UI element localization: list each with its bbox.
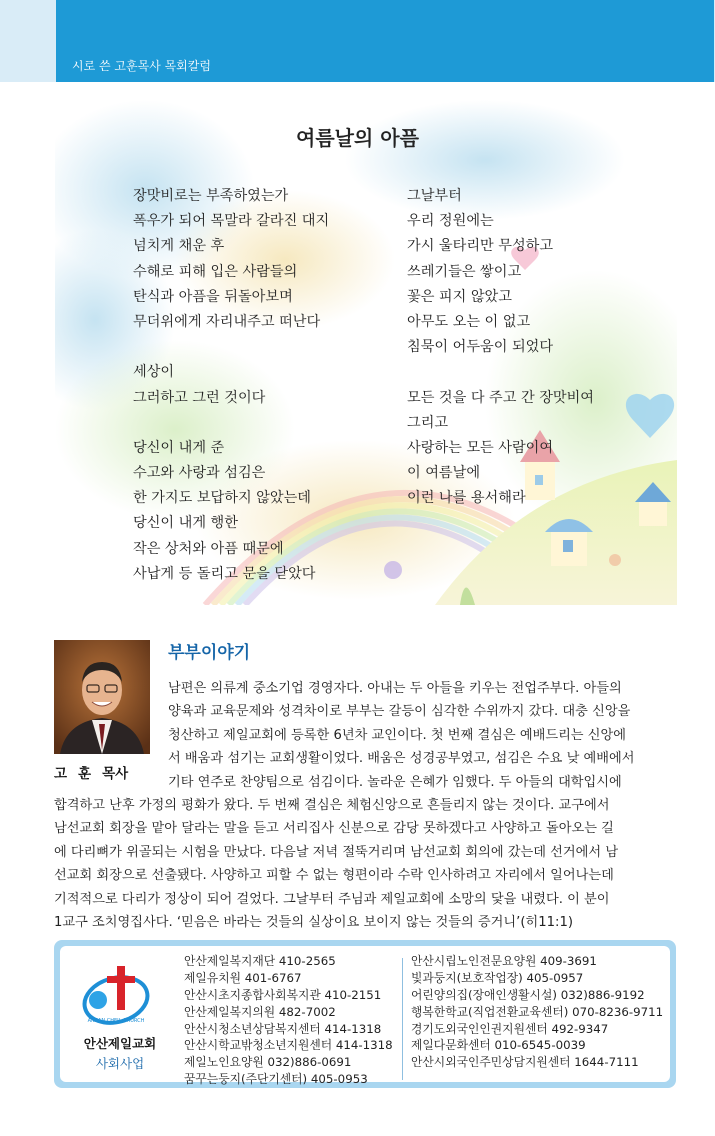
contact-line: 안산제일복지재단 410-2565 (184, 954, 336, 968)
contact-line: 안산시학교밖청소년지원센터 414-1318 (184, 1038, 393, 1053)
poem-title: 여름날의 아픔 (296, 126, 419, 150)
logo-cross-vertical (117, 966, 125, 1010)
poem-line: 그러하고 그런 것이다 (133, 389, 266, 406)
essay-line: 기타 연주로 찬양팀으로 섬김이다. 놀라운 은혜가 임했다. 두 아들의 대학입시에 (168, 774, 622, 790)
house-shape (545, 519, 593, 566)
contact-line: 안산시외국인주민상담지원센터 1644-7111 (411, 1055, 639, 1070)
contact-line: 어린양의집(장애인생활시설) 032)886-9192 (411, 987, 645, 1002)
poem-line (133, 411, 329, 436)
poem-line: 장맛비로는 부족하였는가 (133, 188, 289, 204)
essay-line: 합격하고 난후 가정의 평화가 왔다. 두 번째 결심은 체험신앙으로 흔들리지 않는 것이다. 교구에서 (54, 798, 610, 813)
essay-line: 에 다리뼈가 위골되는 시험을 만났다. 다음날 저녁 절뚝거리며 남선교회 회의에 갔는데 선거에서 남 (54, 844, 619, 860)
essay-line: 선교회 회장으로 선출됐다. 사양하고 피할 수 없는 형편이라 수락 인사하려고 자리에서 일어나는데 (54, 868, 614, 884)
poem-line: 꽃은 피지 않았고 (407, 288, 512, 305)
poem-line: 세상이 (133, 364, 175, 381)
poem-line: 사랑하는 모든 사람이여 (407, 439, 554, 456)
author-title: 목사 (102, 766, 129, 782)
essay-full-width-paragraph (54, 794, 676, 934)
contact-line: 제일다문화센터 010-6545-0039 (411, 1038, 586, 1053)
poem-line: 폭우가 되어 목말라 갈라진 대지 (133, 213, 330, 230)
contact-line: 제일유치원 401-6767 (184, 970, 302, 985)
footer-divider (402, 958, 403, 1080)
poem-line: 탄식과 아픔을 뒤돌아보며 (133, 288, 293, 305)
essay-indented-paragraph (168, 677, 676, 794)
poem-line: 그날부터 (407, 188, 462, 204)
column-label-text: 시로 쓴 고훈목사 목회칼럼 (72, 59, 211, 73)
poem-line: 가시 울타리만 무성하고 (407, 238, 554, 255)
poem-line: 수고와 사랑과 섬김은 (133, 465, 266, 482)
balloon-shape (609, 554, 621, 566)
contact-line: 안산제일복지의원 482-7002 (184, 1004, 336, 1019)
contact-line: 경기도외국인인권지원센터 492-9347 (411, 1021, 609, 1036)
poem-line: 모든 것을 다 주고 간 장맛비여 (407, 389, 595, 406)
essay-line: 남선교회 회장을 맡아 달라는 말을 듣고 서리집사 신분으로 감당 못하겠다고 사양하고 돌아오는 길 (54, 821, 614, 837)
essay-title: 부부이야기 (168, 643, 251, 663)
poem-right-column (407, 184, 594, 511)
column-label (56, 0, 236, 82)
essay-line: 서 배움과 섬기는 교회생활이었다. 배움은 성경공부였고, 섬김은 수요 낮 예배에서 (168, 751, 635, 767)
poem-line: 무더위에게 자리내주고 떠난다 (133, 313, 321, 330)
poem-line: 당신이 내게 행한 (133, 515, 238, 532)
essay-line: 기적적으로 다리가 정상이 되어 걸었다. 그날부터 주님과 제일교회에 소망의 닻을 내렸다. 이 분이 (54, 891, 610, 907)
poem-line (133, 335, 329, 360)
church-social-services: 사회사업 (95, 1056, 145, 1071)
poem-line: 사납게 등 돌리고 문을 닫았다 (133, 565, 316, 582)
poem-line: 우리 정원에는 (407, 213, 494, 230)
contact-line: 행복한학교(직업전환교육센터) 070-8236-9711 (411, 1004, 664, 1019)
essay-line: 양육과 교육문제와 성격차이로 부부는 갈등이 심각한 수위까지 갔다. 대충 신앙을 (168, 704, 631, 720)
author-photo (54, 640, 150, 754)
contact-line: 제일노인요양원 032)886-0691 (184, 1055, 352, 1070)
essay-line: 남편은 의류계 중소기업 경영자다. 아내는 두 아들을 키우는 전업주부다. 아들의 (168, 681, 622, 696)
author-given-name: 훈 (78, 766, 103, 782)
logo-cross-horizontal (107, 976, 135, 983)
contact-line: 빛과둥지(보호작업장) 405-0957 (411, 970, 584, 985)
contact-line: 안산시초지종합사회복지관 410-2151 (184, 987, 382, 1002)
essay-line: 청산하고 제일교회에 등록한 6년차 교인이다. 첫 번째 결심은 예배드리는 신앙에 (168, 727, 626, 743)
poem-line: 쓰레기들은 쌓이고 (407, 263, 522, 280)
contact-line: 꿈꾸는둥지(주단기센터) 405-0953 (184, 1072, 368, 1087)
balloon-shape (384, 561, 402, 579)
poem-line (407, 360, 594, 385)
poem-line: 넘치게 채운 후 (133, 238, 225, 255)
poem-line: 침묵이 어두움이 되었다 (407, 339, 554, 356)
contact-line: 안산시립노인전문요양원 409-3691 (411, 954, 597, 968)
poem-line: 이 여름날에 (407, 465, 481, 482)
poem-line: 작은 상처와 아픔 때문에 (133, 540, 284, 557)
poem-left-column (133, 184, 329, 587)
author-surname: 고 (54, 766, 79, 782)
footer-contacts-right (411, 953, 663, 1071)
contact-line: 안산시청소년상담복지센터 414-1318 (184, 1021, 382, 1036)
author-name (54, 762, 154, 782)
footer-contacts-left (184, 953, 393, 1088)
logo-ring-text: ANSAN CHEIL CHURCH (87, 1018, 145, 1024)
church-name: 안산제일교회 (83, 1036, 157, 1051)
poem-line: 그리고 (407, 414, 449, 431)
poem-line: 한 가지도 보답하지 않았는데 (133, 490, 311, 507)
poem-line: 아무도 오는 이 없고 (407, 313, 531, 330)
essay-line: 1교구 조치영집사다. ‘믿음은 바라는 것들의 실상이요 보이지 않는 것들의 증거니’(히11:1) (54, 914, 573, 930)
poem-line: 수해로 피해 입은 사람들의 (133, 263, 298, 280)
poem-line: 당신이 내게 준 (133, 439, 225, 456)
logo-globe (89, 991, 107, 1009)
poem-line: 이런 나를 용서해라 (407, 490, 526, 507)
